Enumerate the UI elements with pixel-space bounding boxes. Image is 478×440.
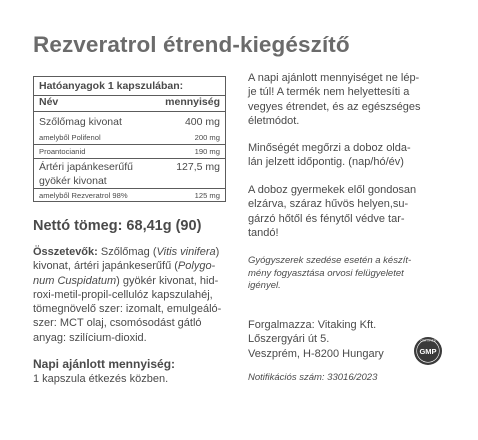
medication-warning [248,255,463,293]
ingredients-paragraph [33,245,233,345]
net-weight: Nettó tömeg: 68,41g (90) [33,218,202,234]
table-row-amount: 400 mg [184,116,220,128]
text-line: Lőszergyári út 5. [248,333,330,346]
text-span: Szőlőmag ( [100,246,157,258]
divider [34,188,225,189]
text-line: Gyógyszerek szedése esetén a készít- [248,255,412,266]
ingredients-line [33,245,233,259]
ingredients-line: tömegnövelő szer: izomalt, emulgeáló- [33,303,222,316]
gmp-badge-text: GMP [419,347,437,356]
text-line: mény fogyasztása orvosi felügyeletet [248,267,404,279]
daily-dose [33,357,175,387]
table-row-amount: 127,5 mg [176,161,220,173]
daily-dose-text: 1 kapszula étkezés közben. [33,373,169,385]
text-line: Minőségét megőrzi a doboz olda- [248,142,411,154]
text-line: Forgalmazza: Vitaking Kft. [248,319,377,331]
text-line: igényel. [248,280,281,292]
ingredients-line: anyag: szilícium-dioxid. [33,331,147,344]
gmp-ring-text: CERTIFIED [420,338,436,343]
daily-dose-heading: Napi ajánlott mennyiség: [33,357,176,371]
text-line: Veszprém, H-8200 Hungary [248,347,384,360]
ingredients-line [33,274,233,288]
column-header-name: Név [39,96,59,108]
product-title: Rezveratrol étrend-kiegészítő [33,32,350,57]
divider [34,111,225,112]
table-row-name: amelyből Polifenol [39,133,101,142]
text-line: életmódot. [248,114,300,127]
text-span: num Cuspidatum [33,274,117,287]
table-row-amount: 125 mg [194,191,220,200]
paragraph-shelf-life [248,141,463,170]
table-row-amount: 190 mg [194,147,220,156]
paragraph-daily-limit [248,71,463,128]
text-line: A napi ajánlott mennyiséget ne lép- [248,72,420,84]
text-line: A doboz gyermekek elől gondosan [248,184,417,196]
text-span: ) [215,246,220,258]
gmp-certified-icon [413,336,443,366]
text-line: lán jelzett időpontig. (nap/hó/év) [248,156,404,169]
ingredients-line: szer: MCT olaj, csomósodást gátló [33,317,202,330]
text-line: elzárva, száraz hűvös helyen,su- [248,198,409,211]
text-span: ) gyökér kivonat, hid- [116,274,219,287]
text-line: je túl! A termék nem helyettesíti a [248,86,410,99]
ingredients-table [33,76,226,202]
divider [34,144,225,145]
text-span: kivonat, ártéri japánkeserűfű ( [33,260,178,273]
text-span: Vitis vinifera [156,246,216,258]
ingredients-line [33,259,233,273]
text-line: tandó! [248,226,279,239]
text-line: vegyes étrendet, és az egészséges [248,100,421,113]
distributor-address [248,318,418,361]
column-header-amount: mennyiség [165,96,220,108]
table-row-name: Szőlőmag kivonat [39,116,122,128]
table-caption: Hatóanyagok 1 kapszulában: [39,80,184,92]
text-span: Polygo- [177,260,216,273]
notification-number: Notifikációs szám: 33016/2023 [248,372,378,383]
table-row-name: amelyből Rezveratrol 98% [39,191,128,200]
ingredients-label: Összetevők: [33,246,98,258]
table-row-name: Proantocianid [39,147,86,156]
table-row-name-continued: gyökér kivonat [39,175,107,187]
paragraph-storage [248,183,463,240]
ingredients-line: roxi-metil-propil-cellulóz kapszulahéj, [33,288,213,301]
table-row-name: Ártéri japánkeserűfű [39,161,133,173]
divider [34,158,225,159]
text-line: gárzó hőtől és fénytől védve tar- [248,212,405,225]
table-row-amount: 200 mg [194,133,220,142]
